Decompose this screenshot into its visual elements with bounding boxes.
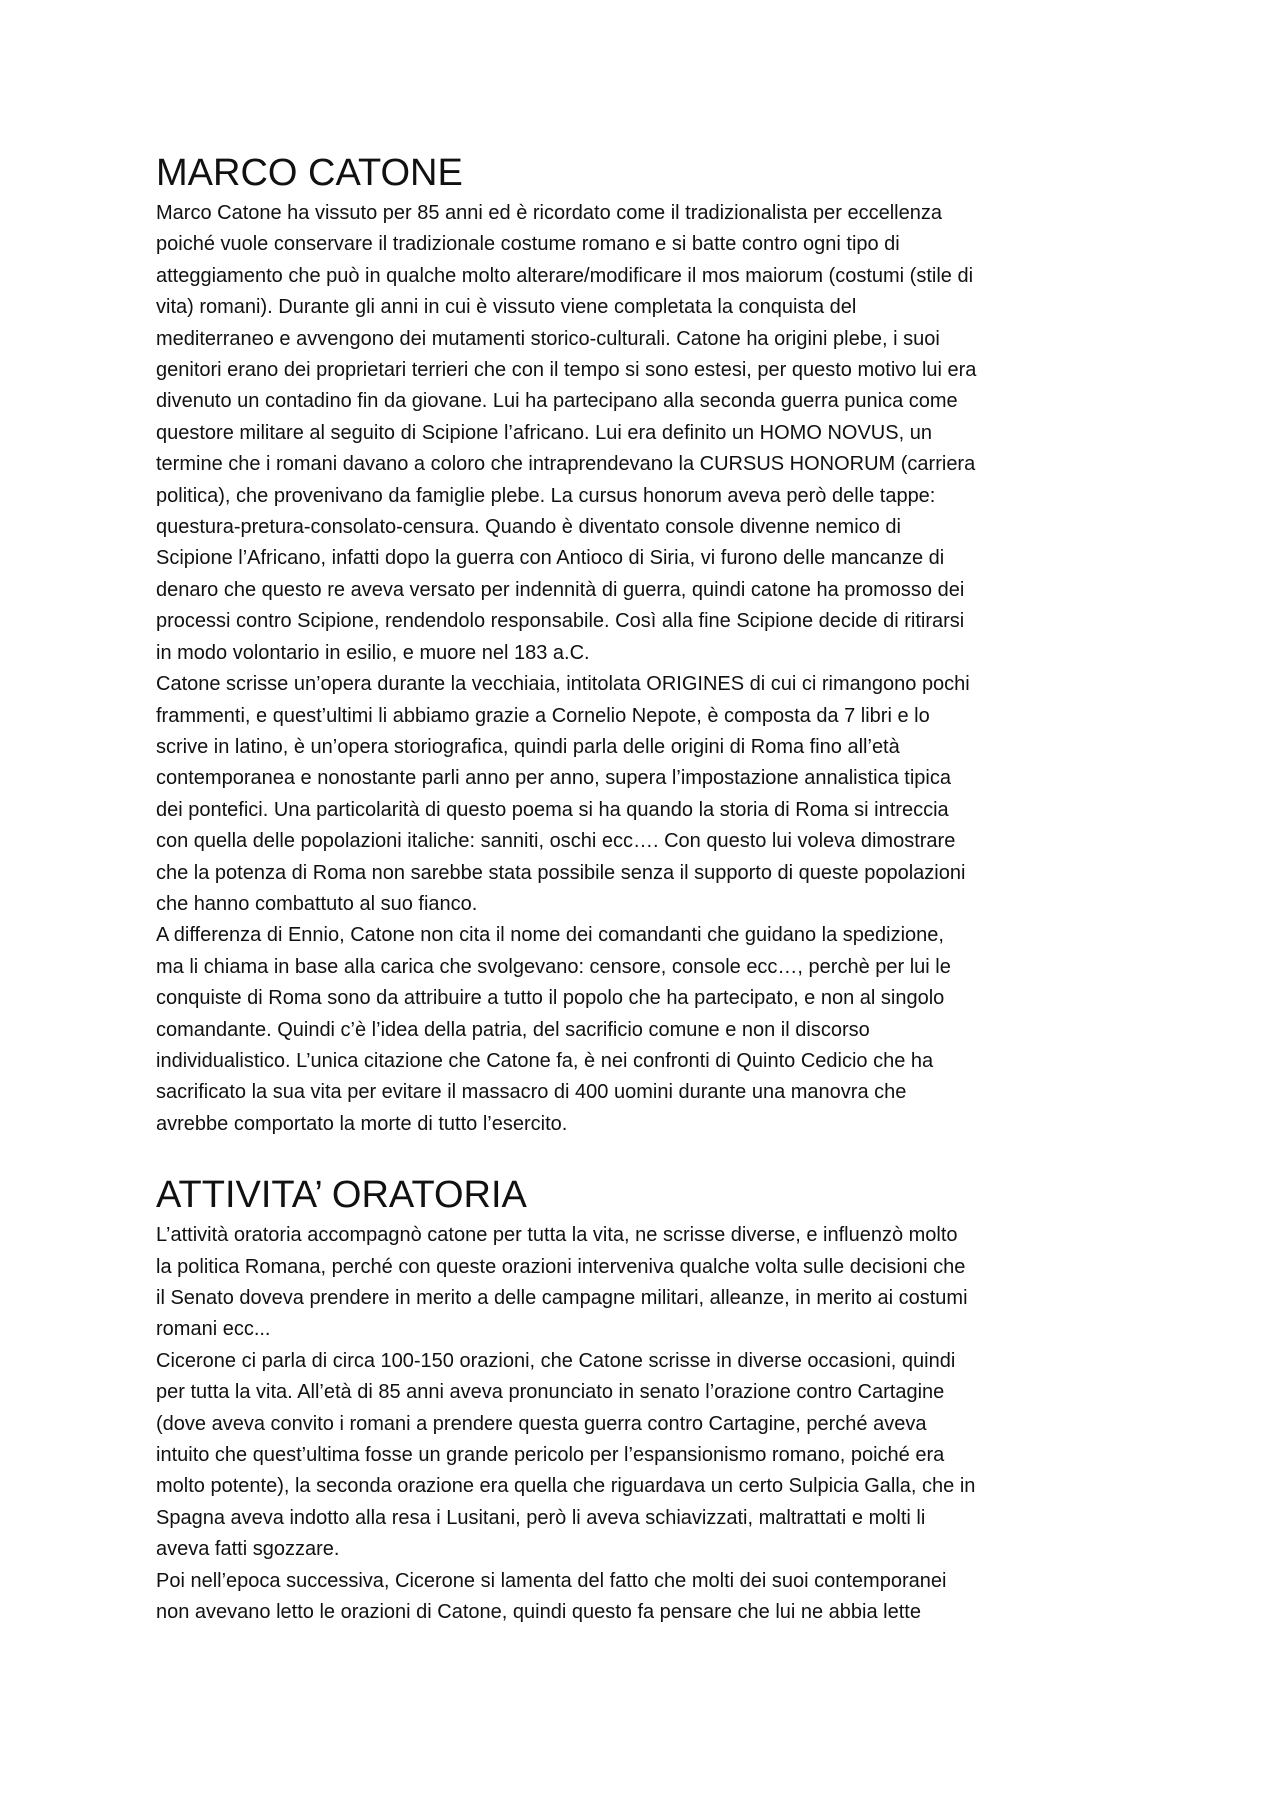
paragraph: A differenza di Ennio, Catone non cita il nome dei comandanti che guidano la spedizione, ma li chiama in base alla carica che svolgevano: censore, console ecc…, perchè per lui le conquiste di Roma sono da attribuire a tutto il popolo che ha partecipato, e non al singolo comandante. Quindi c’è l’idea della patria, del sacrificio comune e non il discorso individualistico. L’unica citazione che Catone fa, è nei confronti di Quinto Cedicio che ha sacrificato la sua vita per evitare il massacro di 400 uomini durante una manovra che avrebbe comportato la morte di tutto l’esercito. [156, 924, 951, 1135]
section-heading: MARCO CATONE [156, 152, 463, 194]
paragraph: Cicerone ci parla di circa 100-150 orazioni, che Catone scrisse in diverse occasioni, quindi per tutta la vita. All’età di 85 anni aveva pronunciato in senato l’orazione contro Cartagine (dove aveva convito i romani a prendere questa guerra contro Cartagine, perché aveva intuito che quest’ultima fosse un grande pericolo per l’espansionismo romano, poiché era molto potente), la seconda orazione era quella che riguardava un certo Sulpicia Galla, che in Spagna aveva indotto alla resa i Lusitani, però li aveva schiavizzati, maltrattati e molti li aveva fatti sgozzare. [156, 1349, 976, 1561]
section-attivita-oratoria [156, 1172, 1136, 1628]
paragraph: L’attività oratoria accompagnò catone per tutta la vita, ne scrisse diverse, e influenzò molto la politica Romana, perché con queste orazioni interveniva qualche volta sulle decisioni che il Senato doveva prendere in merito a delle campagne militari, alleanze, in merito ai costumi romani ecc... [156, 1224, 968, 1341]
section-marco-catone [156, 150, 1136, 1140]
document-page [156, 150, 1136, 1628]
paragraph: Marco Catone ha vissuto per 85 anni ed è ricordato come il tradizionalista per eccellenza poiché vuole conservare il tradizionale costume romano e si batte contro ogni tipo di atteggiamento che può in qualche molto alterare/modificare il mos maiorum (costumi (stile di vita) romani). Durante gli anni in cui è vissuto viene completata la conquista del mediterraneo e avvengono dei mutamenti storico-culturali. Catone ha origini plebe, i suoi genitori erano dei proprietari terrieri che con il tempo si sono estesi, per questo motivo lui era divenuto un contadino fin da giovane. Lui ha partecipano alla seconda guerra punica come questore militare al seguito di Scipione l’africano. Lui era definito un HOMO NOVUS, un termine che i romani davano a coloro che intraprendevano la CURSUS HONORUM (carriera politica), che provenivano da famiglie plebe. La cursus honorum aveva però delle tappe: questura-pretura-consolato-censura. Quando è diventato console divenne nemico di Scipione l’Africano, infatti dopo la guerra con Antioco di Siria, vi furono delle mancanze di denaro che questo re aveva versato per indennità di guerra, quindi catone ha promosso dei processi contro Scipione, rendendolo responsabile. Così alla fine Scipione decide di ritirarsi in modo volontario in esilio, e muore nel 183 a.C. [156, 202, 977, 664]
section-heading: ATTIVITA’ ORATORIA [156, 1174, 527, 1217]
paragraph: Catone scrisse un’opera durante la vecchiaia, intitolata ORIGINES di cui ci rimangono pochi frammenti, e quest’ultimi li abbiamo grazie a Cornelio Nepote, è composta da 7 libri e lo scrive in latino, è un’opera storiografica, quindi parla delle origini di Roma fino all’età contemporanea e nonostante parli anno per anno, supera l’impostazione annalistica tipica dei pontefici. Una particolarità di questo poema si ha quando la storia di Roma si intreccia con quella delle popolazioni italiche: sanniti, oschi ecc…. Con questo lui voleva dimostrare che la potenza di Roma non sarebbe stata possibile senza il supporto di queste popolazioni che hanno combattuto al suo fianco. [156, 673, 970, 915]
paragraph: Poi nell’epoca successiva, Cicerone si lamenta del fatto che molti dei suoi contemporanei non avevano letto le orazioni di Catone, quindi questo fa pensare che lui ne abbia lette [156, 1569, 947, 1624]
